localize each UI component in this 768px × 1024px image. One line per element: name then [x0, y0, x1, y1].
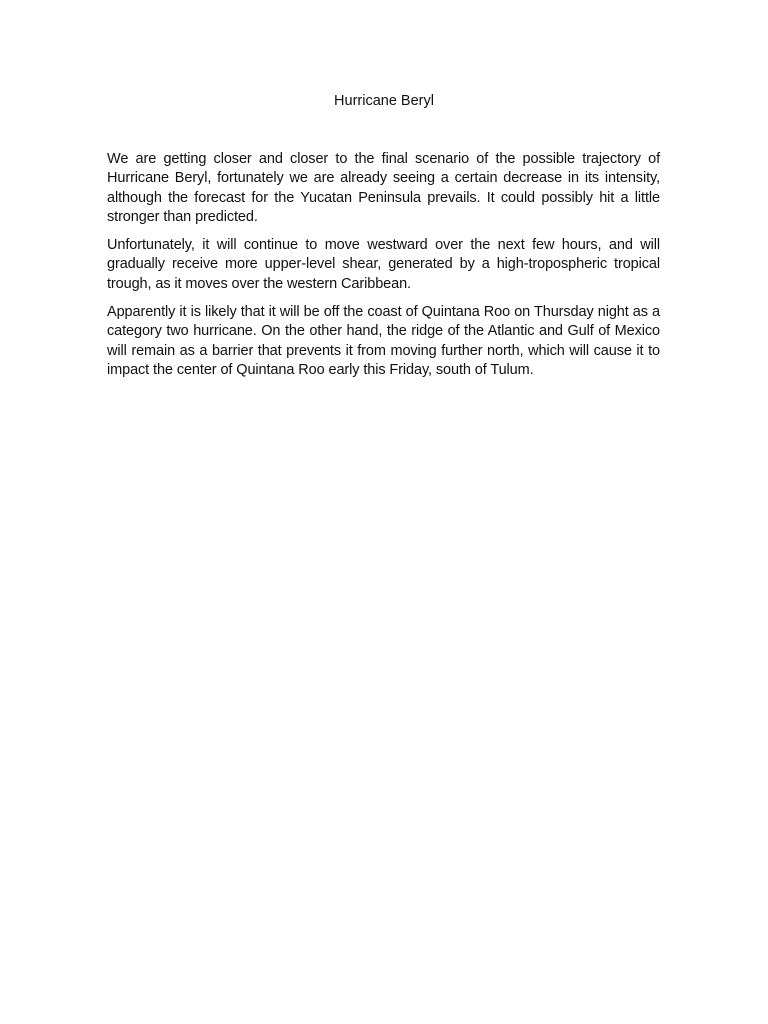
document-body [107, 150, 660, 389]
paragraph-2: Unfortunately, it will continue to move westward over the next few hours, and will gradually receive more upper-level shear, generated by a high-tropospheric tropical trough, as it moves over the western Caribbean. [107, 237, 660, 292]
paragraph-3: Apparently it is likely that it will be off the coast of Quintana Roo on Thursday night as a category two hurricane. On the other hand, the ridge of the Atlantic and Gulf of Mexico will remain as a barrier that prevents it from moving further north, which will cause it to impact the center of Quintana Roo early this Friday, south of Tulum. [107, 304, 660, 378]
paragraph-1: We are getting closer and closer to the final scenario of the possible trajectory of Hurricane Beryl, fortunately we are already seeing a certain decrease in its intensity, although the forecast for the Yucatan Peninsula prevails. It could possibly hit a little stronger than predicted. [107, 151, 660, 225]
document-title: Hurricane Beryl [334, 93, 434, 109]
